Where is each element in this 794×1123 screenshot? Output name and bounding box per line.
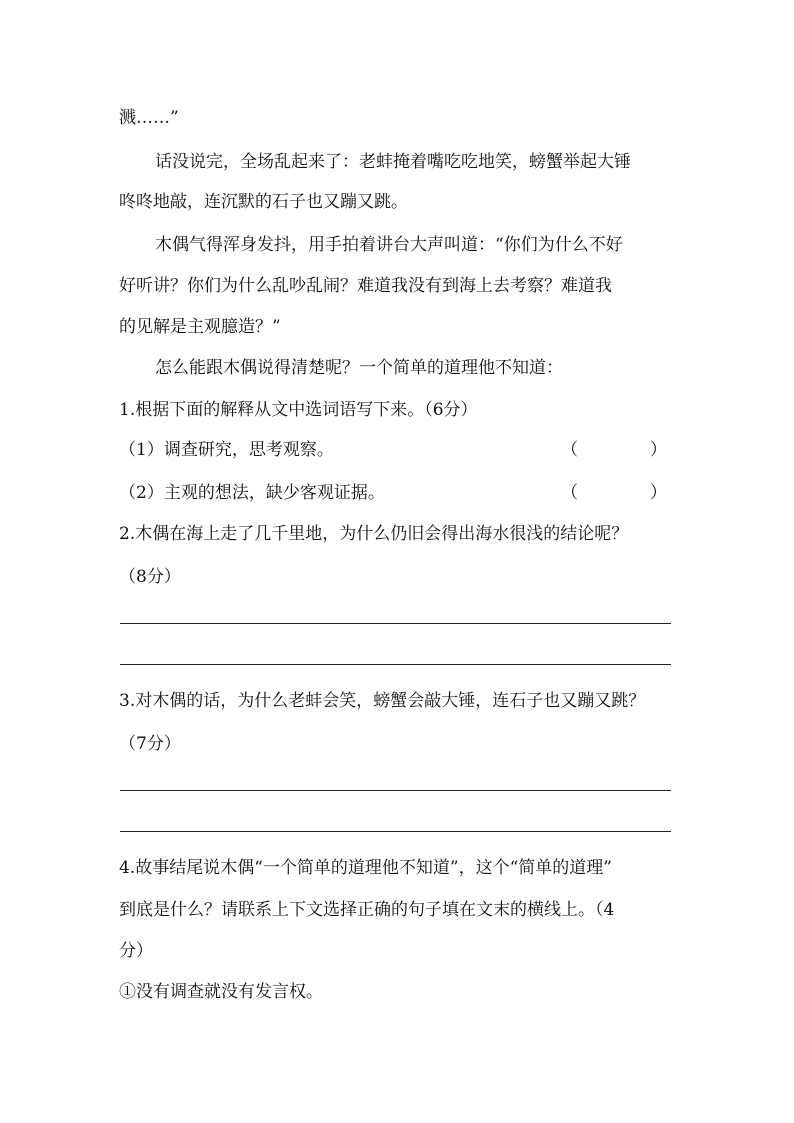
answer-paren-close: ）	[650, 440, 667, 460]
question-2: 2.木偶在海上走了几千里地，为什么仍旧会得出海水很浅的结论呢？	[119, 524, 629, 544]
paragraph-line: 的见解是主观臆造？”	[119, 317, 281, 337]
text-line: 溅……”	[119, 108, 179, 128]
option-1: ①没有调查就没有发言权。	[119, 982, 323, 1002]
question-4-line-2: 到底是什么？请联系上下文选择正确的句子填在文末的横线上。（4	[119, 900, 615, 920]
paragraph-line: 咚咚地敲，连沉默的石子也又蹦又跳。	[119, 192, 408, 212]
answer-paren-open: （	[561, 440, 578, 460]
paragraph-line: 好听讲？你们为什么乱吵乱闹？难道我没有到海上去考察？难道我	[119, 276, 612, 296]
question-1-item-2: （2）主观的想法，缺少客观证据。	[119, 483, 385, 503]
answer-line	[120, 790, 671, 791]
paragraph-line: 木偶气得浑身发抖，用手拍着讲台大声叫道：“你们为什么不好	[155, 235, 623, 255]
answer-line	[120, 831, 671, 832]
question-1-item-1: （1）调查研究，思考观察。	[119, 440, 334, 460]
question-4: 4.故事结尾说木偶“一个简单的道理他不知道”，这个“简单的道理”	[119, 858, 612, 878]
paragraph-line: 怎么能跟木偶说得清楚呢？一个简单的道理他不知道：	[155, 358, 563, 378]
question-3: 3.对木偶的话，为什么老蚌会笑，螃蟹会敲大锤，连石子也又蹦又跳？	[119, 691, 646, 711]
question-1: 1.根据下面的解释从文中选词语写下来。（6分）	[119, 400, 478, 420]
answer-line	[120, 664, 671, 665]
paragraph-line: 话没说完，全场乱起来了：老蚌掩着嘴吃吃地笑，螃蟹举起大锤	[155, 152, 631, 172]
question-2-score: （8分）	[119, 567, 181, 587]
question-4-score: 分）	[119, 941, 153, 961]
answer-paren-open: （	[561, 483, 578, 503]
answer-line	[120, 623, 671, 624]
answer-paren-close: ）	[650, 483, 667, 503]
question-3-score: （7分）	[119, 734, 181, 754]
